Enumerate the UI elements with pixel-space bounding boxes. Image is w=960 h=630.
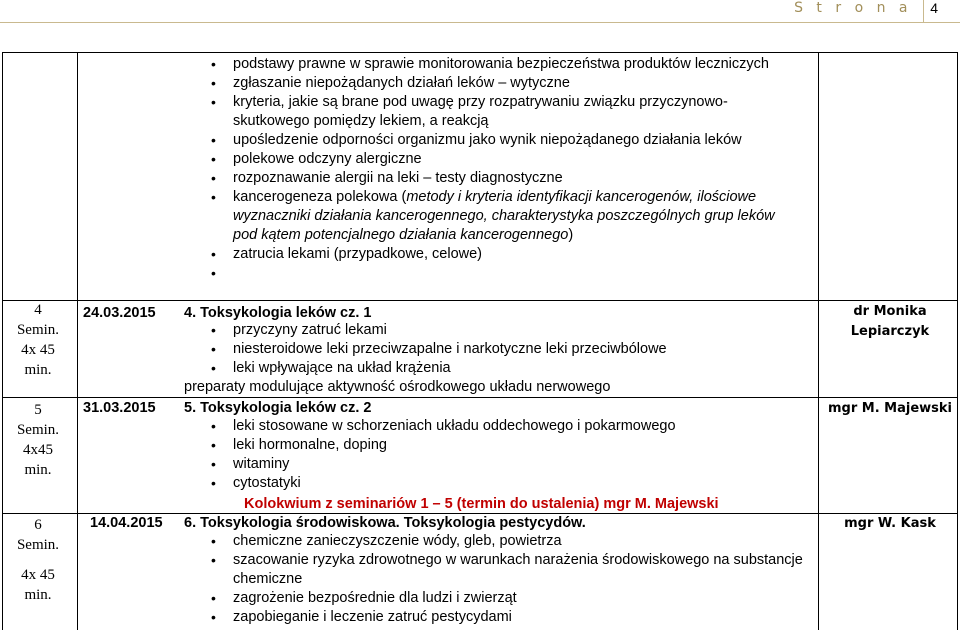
list-item: • zapobieganie i leczenie zatruć pestycydami: [208, 608, 808, 627]
session-cell: [0, 300, 76, 380]
page-label: S t r o n a: [794, 0, 912, 16]
session-type: Semin.: [16, 537, 60, 553]
list-item: • niesteroidowe leki przeciwzapalne i narkotyczne leki przeciwbólowe: [208, 340, 808, 359]
table-col-divider-2: [818, 52, 819, 630]
row-divider-4: [2, 300, 958, 301]
page-number: 4: [930, 0, 938, 16]
session-hours: 4x45: [23, 442, 53, 458]
session-date: 14.04.2015: [90, 515, 163, 531]
instructor-cell: [820, 302, 960, 342]
list-item: • rozpoznawanie alergii na leki – testy diagnostyczne: [208, 169, 788, 188]
session-type: Semin.: [16, 322, 60, 338]
header-rule: [0, 22, 960, 23]
instructor-cell: [820, 399, 960, 419]
session-number: 4: [34, 302, 42, 318]
list-item: • upośledzenie odporności organizmu jako wynik niepożądanego działania leków: [208, 131, 788, 150]
list-item: • leki hormonalne, doping: [208, 436, 808, 455]
session-date: 24.03.2015: [83, 305, 156, 321]
session-title: 4. Toksykologia leków cz. 1: [184, 305, 372, 321]
list-item: • przyczyny zatruć lekami: [208, 321, 808, 340]
session-title: 6. Toksykologia środowiskowa. Toksykologia pestycydów.: [184, 515, 586, 531]
kancero-close: ): [568, 227, 574, 243]
session-date: 31.03.2015: [83, 400, 156, 416]
session-unit: min.: [24, 587, 52, 603]
list-item: • cytostatyki: [208, 474, 808, 493]
list-item: [208, 188, 788, 245]
instructor-name: mgr W. Kask: [844, 516, 936, 531]
topic-list: [208, 417, 808, 493]
instructor-name: dr Monika: [853, 304, 927, 319]
session-hours: 4x 45: [21, 567, 55, 583]
session-cell: [0, 400, 76, 480]
session-unit: min.: [24, 462, 52, 478]
continuation-list: [208, 55, 788, 283]
session-cell: [0, 515, 76, 605]
list-item: • szacowanie ryzyka zdrowotnego w warunkach narażenia środowiskowego na substancje chemiczne: [208, 551, 808, 589]
table-border-top: [2, 52, 958, 53]
instructor-name: Lepiarczyk: [850, 324, 930, 339]
kolokwium-note: Kolokwium z seminariów 1 – 5 (termin do ustalenia) mgr M. Majewski: [244, 496, 719, 512]
topic-extra: preparaty modulujące aktywność ośrodkowego układu nerwowego: [184, 379, 611, 395]
kancero-italic-text: metody i kryteria identyfikacji kancerogenów, ilościowe wyznaczniki działania kancerogennego, charakterystyka poszczególnych grup leków pod kątem potencjalnego działania kancerogennego: [233, 189, 775, 243]
header-divider: [923, 0, 924, 22]
table-col-divider-1: [77, 52, 78, 630]
list-item: • zatrucia lekami (przypadkowe, celowe): [208, 245, 788, 264]
list-item: • kryteria, jakie są brane pod uwagę przy rozpatrywaniu związku przyczynowo-skutkowego pomiędzy lekiem, a reakcją: [208, 93, 788, 131]
session-type: Semin.: [16, 422, 60, 438]
session-number: 6: [34, 517, 42, 533]
list-item: • chemiczne zanieczyszczenie wódy, gleb, powietrza: [208, 532, 808, 551]
instructor-name: mgr M. Majewski: [827, 401, 953, 416]
topic-list: [208, 532, 808, 627]
session-title: 5. Toksykologia leków cz. 2: [184, 400, 372, 416]
session-unit: min.: [24, 362, 52, 378]
session-number: 5: [34, 402, 42, 418]
row-divider-5: [2, 397, 958, 398]
kancero-text: kancerogeneza polekowa (: [233, 189, 407, 205]
list-item: • polekowe odczyny alergiczne: [208, 150, 788, 169]
list-item: • leki wpływające na układ krążenia: [208, 359, 808, 378]
list-item: • leki stosowane w schorzeniach układu oddechowego i pokarmowego: [208, 417, 808, 436]
instructor-cell: [820, 514, 960, 534]
list-item: • zgłaszanie niepożądanych działań leków – wytyczne: [208, 74, 788, 93]
topic-list: [208, 321, 808, 378]
page-header: [0, 0, 960, 22]
list-item: • zagrożenie bezpośrednie dla ludzi i zwierząt: [208, 589, 808, 608]
list-item: • witaminy: [208, 455, 808, 474]
empty-list-item: [208, 264, 788, 283]
list-item: • podstawy prawne w sprawie monitorowania bezpieczeństwa produktów leczniczych: [208, 55, 788, 74]
session-hours: 4x 45: [21, 342, 55, 358]
